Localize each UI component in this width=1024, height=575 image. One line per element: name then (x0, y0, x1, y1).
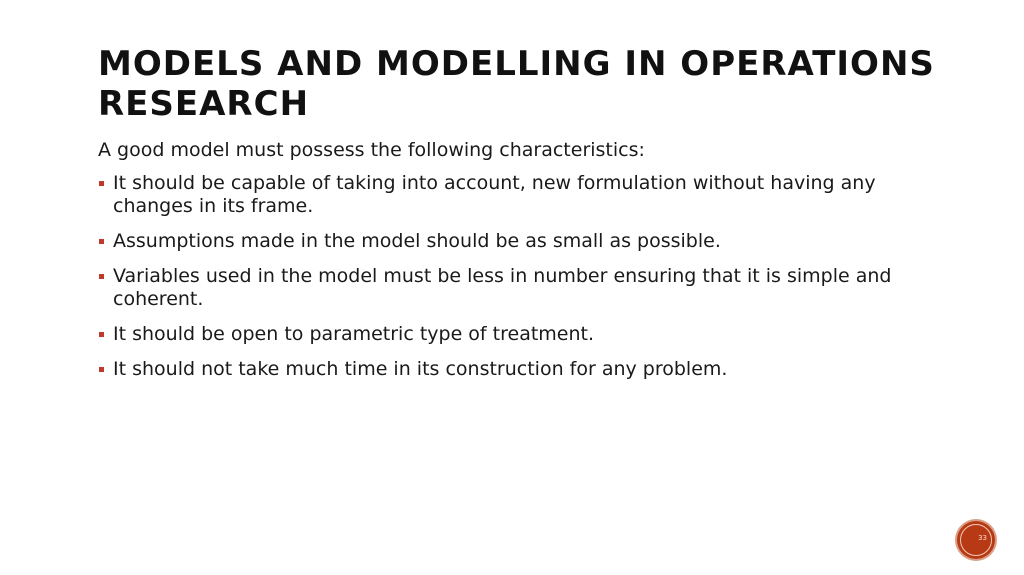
bullet-text: It should be capable of taking into account, new formulation without having any changes in its frame. (113, 172, 876, 217)
square-bullet-icon (99, 239, 104, 244)
slide-body (98, 138, 938, 393)
bullet-item (98, 265, 938, 311)
bullet-text: Assumptions made in the model should be as small as possible. (113, 230, 721, 252)
intro-text: A good model must possess the following characteristics: (98, 139, 645, 161)
square-bullet-icon (99, 181, 104, 186)
bullet-list (98, 172, 938, 381)
square-bullet-icon (99, 274, 104, 279)
square-bullet-icon (99, 332, 104, 337)
bullet-text: It should be open to parametric type of treatment. (113, 323, 595, 345)
bullet-item (98, 172, 938, 218)
bullet-item (98, 358, 938, 381)
page-number: 33 (978, 534, 987, 542)
bullet-item (98, 323, 938, 346)
square-bullet-icon (99, 367, 104, 372)
bullet-text: It should not take much time in its construction for any problem. (113, 358, 728, 380)
bullet-text: Variables used in the model must be less in number ensuring that it is simple and coherent. (113, 265, 892, 310)
page-number-badge (957, 521, 995, 559)
slide-title: MODELS AND MODELLING IN OPERATIONS RESEARCH (98, 44, 935, 124)
bullet-item (98, 230, 938, 253)
badge-ring (960, 524, 992, 556)
